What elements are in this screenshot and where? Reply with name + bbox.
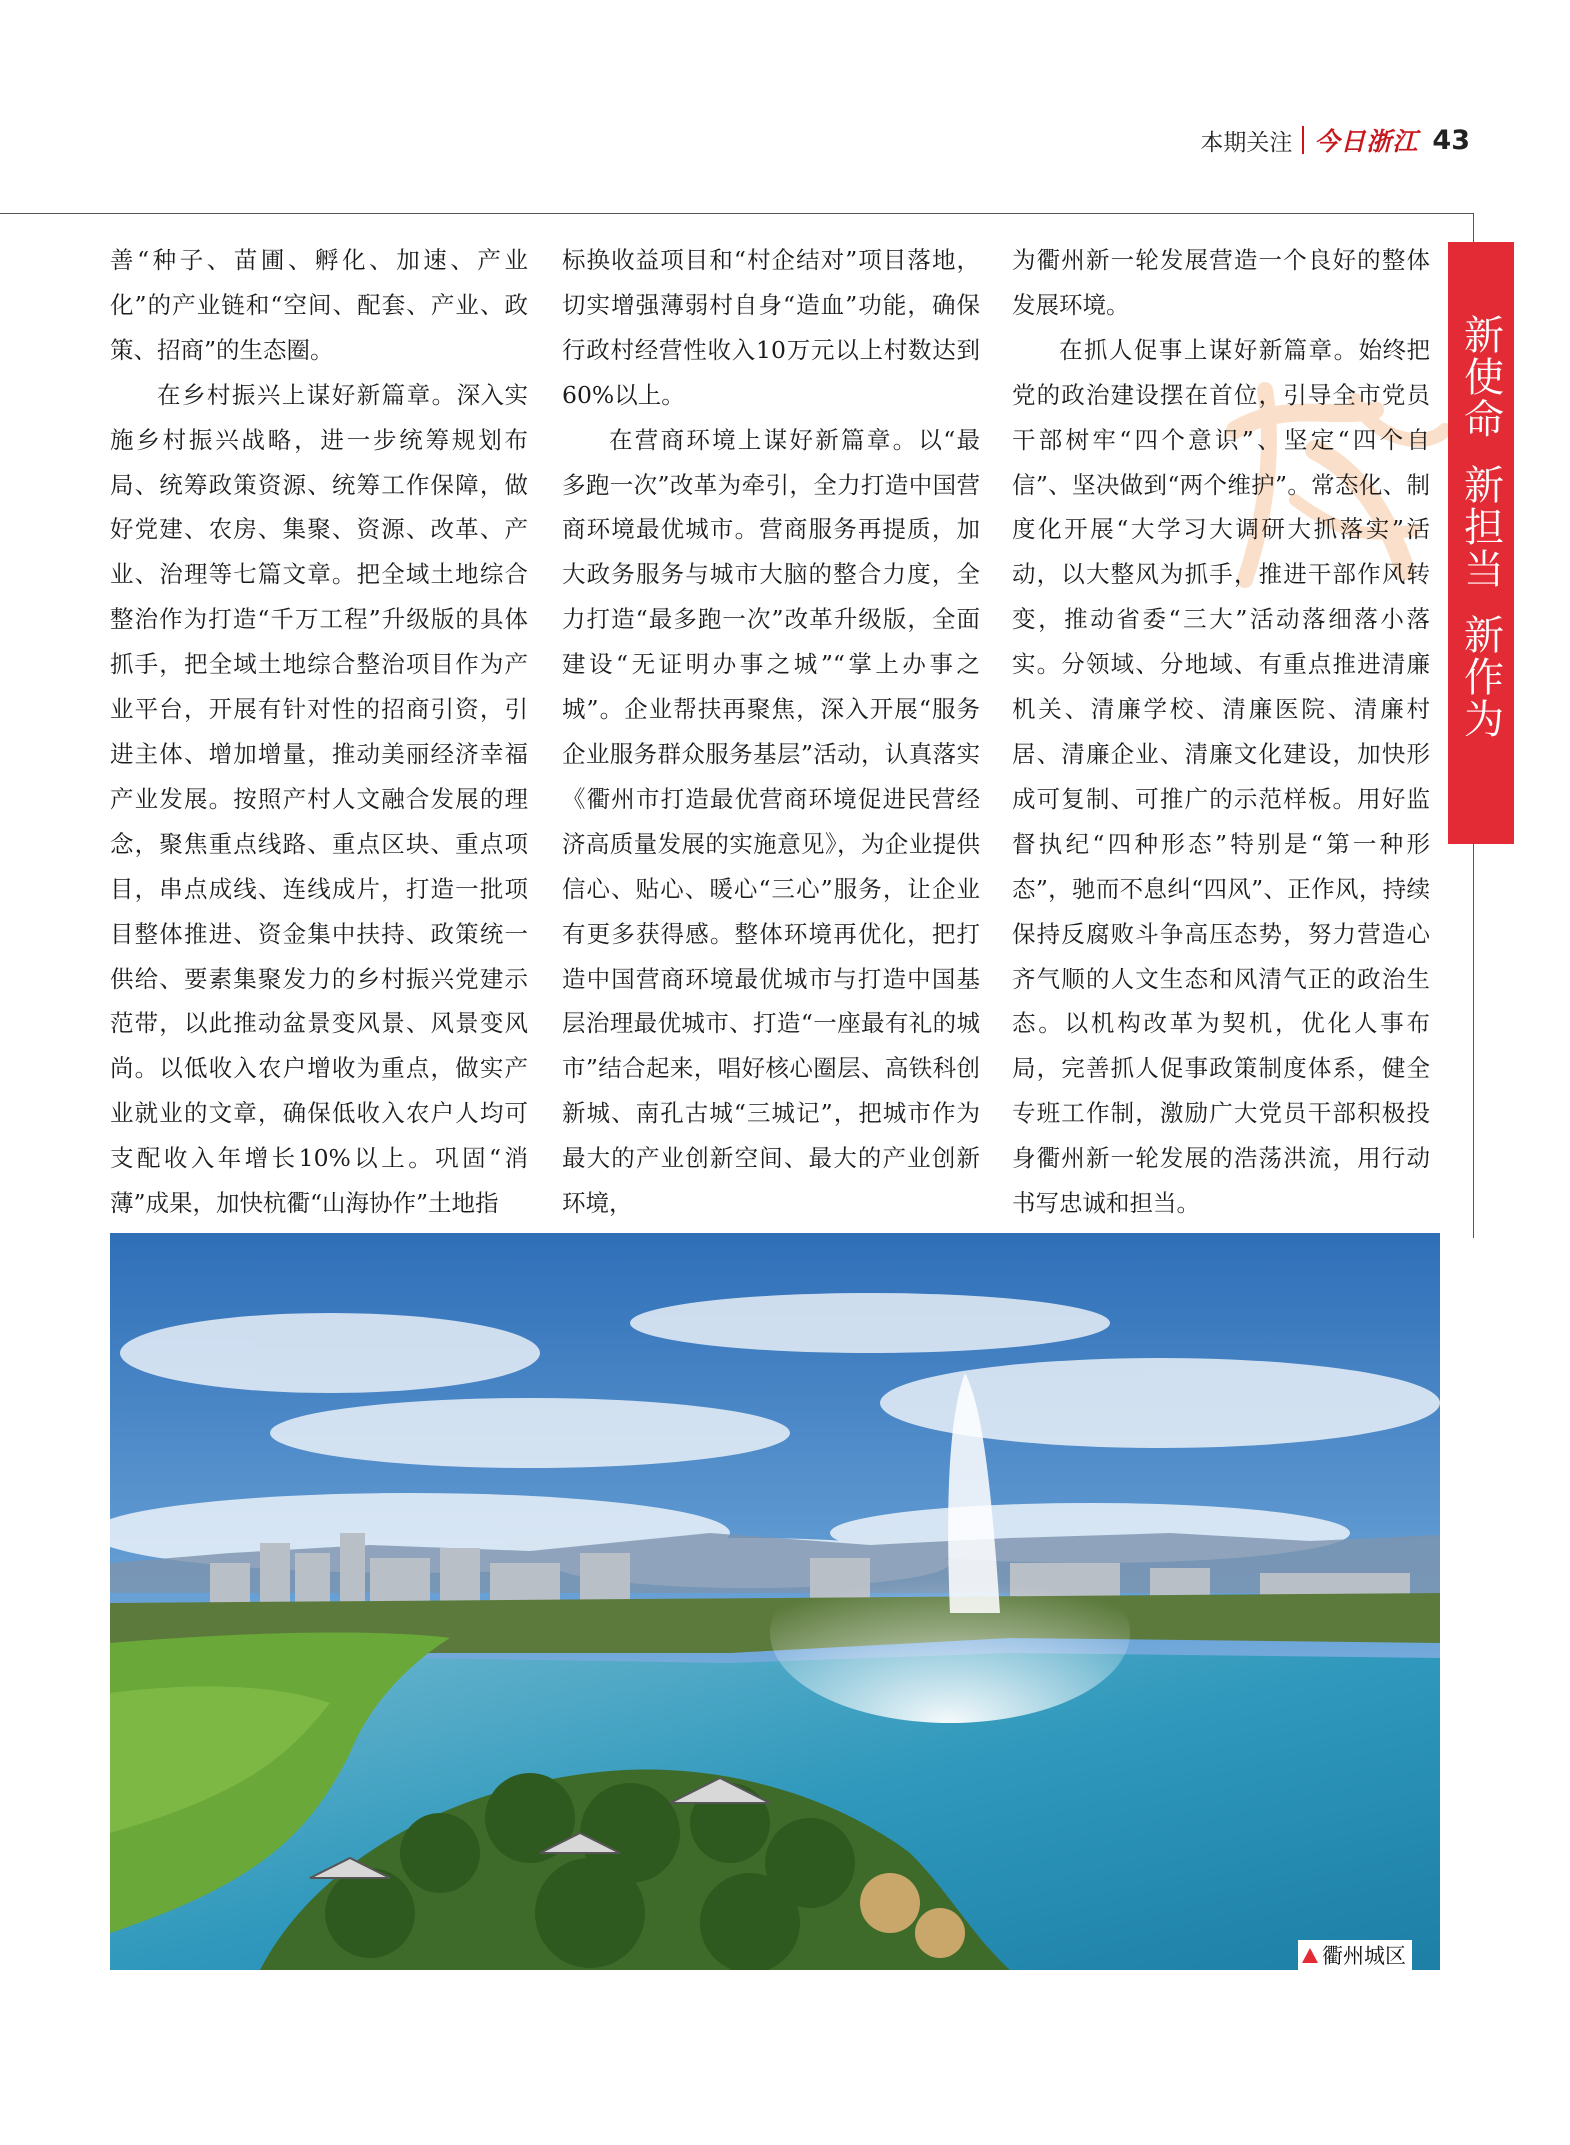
paragraph [110, 238, 528, 373]
header-divider [1302, 126, 1304, 154]
city-lake-photo [110, 1233, 1440, 1970]
section-label: 本期关注 [1200, 129, 1293, 156]
paragraph-text: 善“种子、苗圃、孵化、加速、产业化”的产业链和“空间、配套、产业、政策、招商”的生态圈。 [110, 246, 528, 364]
paragraph-text: 为衢州新一轮发展营造一个良好的整体发展环境。 [1012, 246, 1430, 319]
text-column-2 [562, 238, 980, 1226]
text-column-1 [110, 238, 528, 1226]
paragraph-text: 以“最多跑一次”改革为牵引，全力打造中国营商环境最优城市。营商服务再提质，加大政务服务与城市大脑的整合力度，全力打造“最多跑一次”改革升级版，全面建设“无证明办事之城”“掌上办事之城”。企业帮扶再聚焦，深入开展“服务企业服务群众服务基层”活动，认真落实《衢州市打造最优营商环境促进民营经济高质量发展的实施意见》，为企业提供信心、贴心、暖心“三心”服务，让企业有更多获得感。整体环境再优化，把打造中国营商环境最优城市与打造中国基层治理最优城市、打造“一座最有礼的城市”结合起来，唱好核心圈层、高铁科创新城、南孔古城“三城记”，把城市作为最大的产业创新空间、最大的产业创新环境， [562, 425, 981, 1218]
paragraph-lead-heading: 在抓人促事上谋好新篇章。 [1059, 335, 1359, 364]
paragraph-text: 深入实施乡村振兴战略，进一步统筹规划布局、统筹政策资源、统筹工作保障，做好党建、农房、集聚、资源、改革、产业、治理等七篇文章。把全域土地综合整治作为打造“千万工程”升级版的具体抓手，把全域土地综合整治项目作为产业平台，开展有针对性的招商引资，引进主体、增加增量，推动美丽经济幸福产业发展。按照产村人文融合发展的理念，聚焦重点线路、重点区块、重点项目，串点成线、连线成片，打造一批项目整体推进、资金集中扶持、政策统一供给、要素集聚发力的乡村振兴党建示范带，以此推动盆景变风景、风景变风尚。以低收入农户增收为重点，做实产业就业的文章，确保低收入农户人均可支配收入年增长10%以上。巩固“消薄”成果，加快杭衢“山海协作”土地指 [110, 380, 529, 1218]
paragraph [562, 238, 980, 418]
paragraph [1012, 238, 1430, 328]
magazine-logo: 今日浙江 [1314, 127, 1419, 156]
paragraph-text: 始终把党的政治建设摆在首位，引导全市党员干部树牢“四个意识”、坚定“四个自信”、坚决做到“两个维护”。常态化、制度化开展“大学习大调研大抓落实”活动，以大整风为抓手，推进干部作风转变，推动省委“三大”活动落细落小落实。分领域、分地域、有重点推进清廉机关、清廉学校、清廉医院、清廉村居、清廉企业、清廉文化建设，加快形成可复制、可推广的示范样板。用好监督执纪“四种形态”特别是“第一种形态”，驰而不息纠“四风”、正作风，持续保持反腐败斗争高压态势，努力营造心齐气顺的人文生态和风清气正的政治生态。以机构改革为契机，优化人事布局，完善抓人促事政策制度体系，健全专班工作制，激励广大党员干部积极投身衢州新一轮发展的浩荡洪流，用行动书写忠诚和担当。 [1012, 335, 1431, 1218]
text-column-3 [1012, 238, 1430, 1226]
caption-triangle-icon [1302, 1948, 1318, 1963]
caption-text: 衢州城区 [1322, 1944, 1406, 1968]
paragraph [562, 418, 980, 1226]
page-header [1200, 118, 1470, 162]
photo-caption [1298, 1940, 1412, 1970]
side-tab-phrase-3: 新作为 [1457, 614, 1504, 740]
paragraph [1012, 328, 1430, 1226]
top-rule [0, 213, 1473, 214]
paragraph [110, 373, 528, 1226]
section-side-tab [1448, 242, 1514, 844]
side-tab-phrase-2: 新担当 [1457, 464, 1504, 590]
paragraph-lead-heading: 在营商环境上谋好新篇章。 [609, 425, 919, 454]
paragraph-lead-heading: 在乡村振兴上谋好新篇章。 [157, 380, 457, 409]
paragraph-text: 标换收益项目和“村企结对”项目落地，切实增强薄弱村自身“造血”功能，确保行政村经营性收入10万元以上村数达到60%以上。 [562, 246, 980, 409]
page-number: 43 [1432, 124, 1470, 156]
side-tab-phrase-1: 新使命 [1457, 314, 1504, 440]
